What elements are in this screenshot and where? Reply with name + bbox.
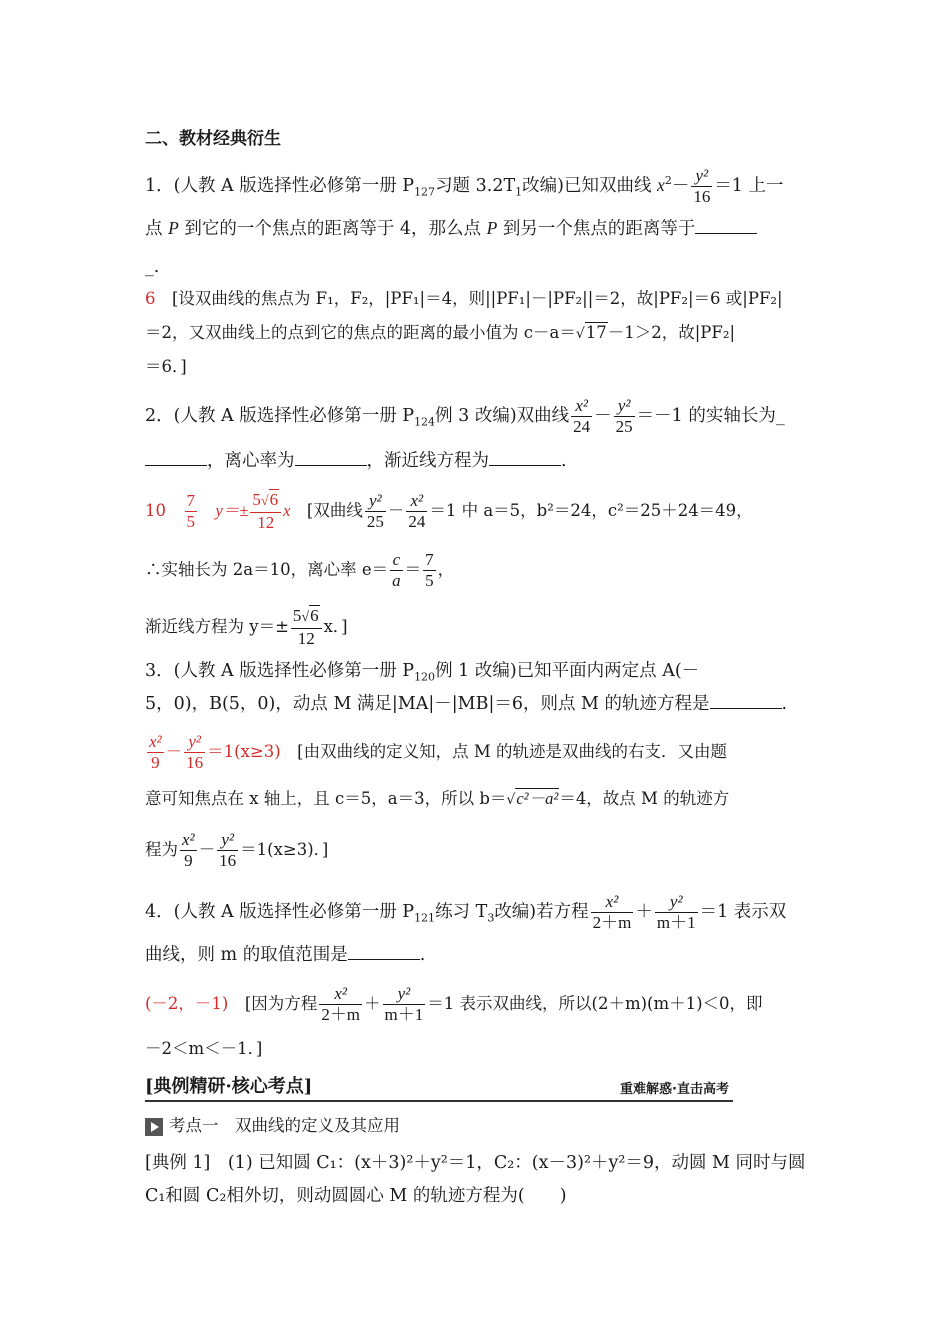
q3-line2: 5，0)，B(5，0)，动点 M 满足|MA|－|MB|＝6，则点 M 的轨迹方程是 . <box>145 689 810 719</box>
topic-heading: 考点一 双曲线的定义及其应用 <box>145 1111 810 1141</box>
example-line2: C₁和圆 C₂相外切，则动圆圆心 M 的轨迹方程为( ) <box>145 1186 567 1206</box>
answer-blank-asymptote[interactable] <box>489 447 561 466</box>
a4-line1: (－2，－1) [因为方程 $\frac{\text{x²}}{2+m}$ ＋ $\frac{\text{y²}}{m+1}$ ＝1 表示双曲线，所以(2＋m)(m＋1)＜0，即 <box>145 984 763 1024</box>
section-bar <box>145 1072 733 1102</box>
answer-blank-real-axis[interactable] <box>145 447 207 466</box>
a2-line2: ∴实轴长为 2a＝10，离心率 e＝ $\frac{c}{a}$ ＝ $\frac{7}{5}$ ， <box>145 550 455 590</box>
answer-blank-eccentricity[interactable] <box>295 447 367 466</box>
q1-line2: 点 P 到它的一个焦点的距离等于 4，那么点 P 到另一个焦点的距离等于 <box>145 213 810 244</box>
answer-blank[interactable] <box>695 215 757 234</box>
a3-line2: 意可知焦点在 x 轴上，且 c＝5，a＝3，所以 b＝√c²－a²＝4，故点 M 的轨迹方 <box>145 789 730 808</box>
a2-line3: 渐近线方程为 y＝± $\frac{5√6}{12}$ x．] <box>145 606 348 648</box>
a3-line3: 程为 $\frac{\text{x²}}{9}$ － $\frac{\text{y²}}{16}$ ＝1(x≥3)．] <box>145 830 329 870</box>
a1-line1: 6 [设双曲线的焦点为 F₁，F₂，|PF₁|＝4，则||PF₁|－|PF₂||＝2，故|PF₂|＝6 或|PF₂| <box>145 289 783 308</box>
q2-line2: ，离心率为 ，渐近线方程为 . <box>145 446 810 476</box>
q1-fraction: $\frac{\text{y²}}{16}$ <box>693 166 711 206</box>
answer-blank-range[interactable] <box>348 941 420 960</box>
play-marker-icon <box>145 1118 163 1136</box>
answer-blank-trajectory[interactable] <box>710 690 782 709</box>
a4-line2: －2＜m＜－1．] <box>145 1039 263 1058</box>
section-heading: 二、教材经典衍生 <box>145 129 281 149</box>
section-bar-title: [典例精研·核心考点] <box>145 1076 313 1097</box>
a1-line3: ＝6．] <box>145 357 187 376</box>
a3-line1: $\frac{\text{x²}}{9}$ － $\frac{\text{y²}}{16}$ ＝1(x≥3) [由双曲线的定义知，点 M 的轨迹是双曲线的右支．又由题 <box>149 732 727 772</box>
a2-line1: 10 $\frac{7}{5}$ y＝± $\frac{5√6}{12}$ x [双曲线 $\frac{\text{y²}}{25}$ － $\frac{\text{x²}}{24}$ ＝1 中 a＝5，b²＝24，c²＝25＋24＝49， <box>145 490 753 532</box>
q1-line3: _. <box>145 257 160 277</box>
q2-line1: 2．(人教 A 版选择性必修第一册 $P_{124}$例 3 改编)双曲线 $\frac{\text{x²}}{24}$ － $\frac{\text{y²}}{25}$ ＝－1 的实轴长为_ <box>145 396 785 436</box>
q1-line1: 1．(人教 A 版选择性必修第一册 $P_{127}$习题 $3.2T_1$改编)已知双曲线 $x^2-$ $\frac{\text{y²}}{16}$ ＝1 上一 <box>145 166 784 206</box>
example-line1: [典例 1] (1) 已知圆 C₁：(x＋3)²＋y²＝1，C₂：(x－3)²＋y²＝9，动圆 M 同时与圆 <box>145 1153 806 1173</box>
q4-line2: 曲线，则 m 的取值范围是 . <box>145 940 810 970</box>
q4-line1: 4．(人教 A 版选择性必修第一册 $P_{121}$练习 $T_3$改编)若方程 $\frac{\text{x²}}{2+m}$ ＋ $\frac{\text{y²}}{m+1}$ ＝1 表示双 <box>145 892 787 932</box>
a1-answer: 6 <box>145 289 156 308</box>
section-bar-subtitle: 重难解惑·直击高考 <box>620 1082 729 1097</box>
q3-line1: 3．(人教 A 版选择性必修第一册 $P_{120}$例 1 改编)已知平面内两定点 A(－ <box>145 661 700 684</box>
a1-line2: ＝2，又双曲线上的点到它的焦点的距离的最小值为 c－a＝√17－1＞2，故|PF₂| <box>145 323 736 342</box>
